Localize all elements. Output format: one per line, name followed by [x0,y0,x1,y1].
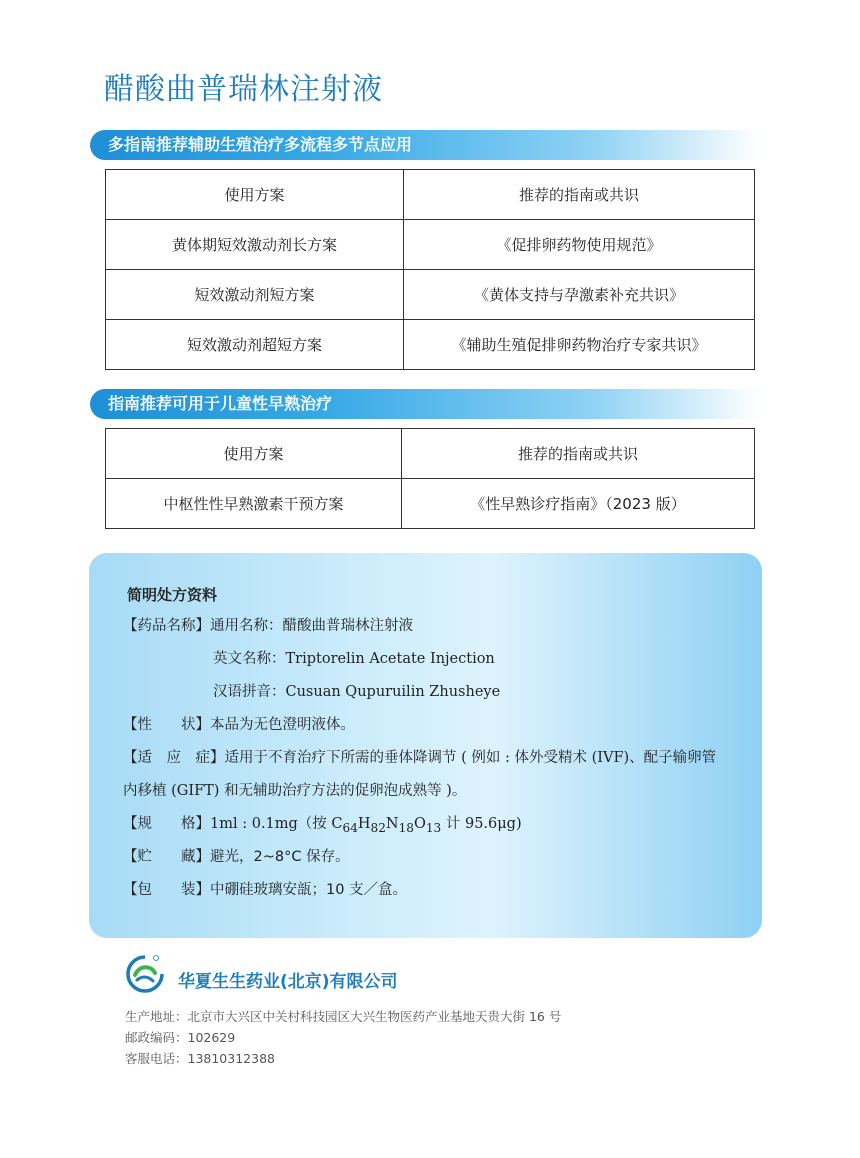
company-postcode: 邮政编码：102629 [125,1030,236,1045]
section-banner-assisted-reproduction: 多指南推荐辅助生殖治疗多流程多节点应用 [90,130,760,160]
table-row [106,270,755,320]
guideline-table-assisted-reproduction [105,169,755,370]
indication-line [123,746,716,767]
table-cell: 《性早熟诊疗指南》（2023 版） [402,479,755,529]
table-cell: 《黄体支持与孕激素补充共识》 [404,270,755,320]
storage-label: 【贮 藏】 [123,849,210,865]
spec-value: 1ml : 0.1mg（按 $C_{64}H_{82}N_{18}O_{13}$ 计 95.6μg) [210,816,522,835]
drug-name-label: 【药品名称】 [123,618,210,634]
table-cell: 《促排卵药物使用规范》 [404,220,755,270]
table-header-cell: 使用方案 [106,429,402,479]
table-cell: 短效激动剂短方案 [106,270,404,320]
table-cell: 中枢性性早熟激素干预方案 [106,479,402,529]
company-name: 华夏生生药业(北京)有限公司 [178,972,398,992]
spec-line [123,812,522,835]
guideline-table-precocious-puberty [105,428,755,529]
table-header-row [106,429,755,479]
storage-line [123,845,350,866]
generic-name: 通用名称：醋酸曲普瑞林注射液 [210,618,413,634]
package-value: 中硼硅玻璃安瓿；10 支／盒。 [210,882,408,898]
table-cell: 《辅助生殖促排卵药物治疗专家共识》 [404,320,755,370]
table-header-cell: 推荐的指南或共识 [404,170,755,220]
package-line [123,878,407,899]
page-title: 醋酸曲普瑞林注射液 [104,72,383,107]
indication-continuation: 内移植 (GIFT) 和无辅助治疗方法的促卵泡成熟等 )。 [123,783,467,799]
table-cell: 短效激动剂超短方案 [106,320,404,370]
pinyin-name: 汉语拼音：Cusuan Qupuruilin Zhusheye [213,684,501,700]
english-name: 英文名称：Triptorelin Acetate Injection [213,651,495,667]
property-label: 【性 状】 [123,717,210,733]
table-row [106,479,755,529]
prescription-info-heading: 简明处方资料 [127,586,218,604]
company-logo-icon [125,953,165,993]
indication-label: 【适 应 症】 [123,750,225,766]
package-label: 【包 装】 [123,882,210,898]
company-phone: 客服电话：13810312388 [125,1051,275,1066]
section-banner-precocious-puberty: 指南推荐可用于儿童性早熟治疗 [90,389,760,419]
indication-value: 适用于不育治疗下所需的垂体降调节 ( 例如 : 体外受精术 (IVF)、配子输卵管 [224,750,717,766]
table-row [106,320,755,370]
property-line [123,713,355,734]
prescription-info-panel [89,553,762,938]
table-cell: 黄体期短效激动剂长方案 [106,220,404,270]
drug-name-line [123,614,413,635]
table-header-cell: 推荐的指南或共识 [402,429,755,479]
table-header-cell: 使用方案 [106,170,404,220]
table-header-row [106,170,755,220]
company-address: 生产地址：北京市大兴区中关村科技园区大兴生物医药产业基地天贵大街 16 号 [125,1009,562,1024]
table-row [106,220,755,270]
spec-label: 【规 格】 [123,816,210,832]
property-value: 本品为无色澄明液体。 [210,717,355,733]
storage-value: 避光，2~8°C 保存。 [210,849,350,865]
